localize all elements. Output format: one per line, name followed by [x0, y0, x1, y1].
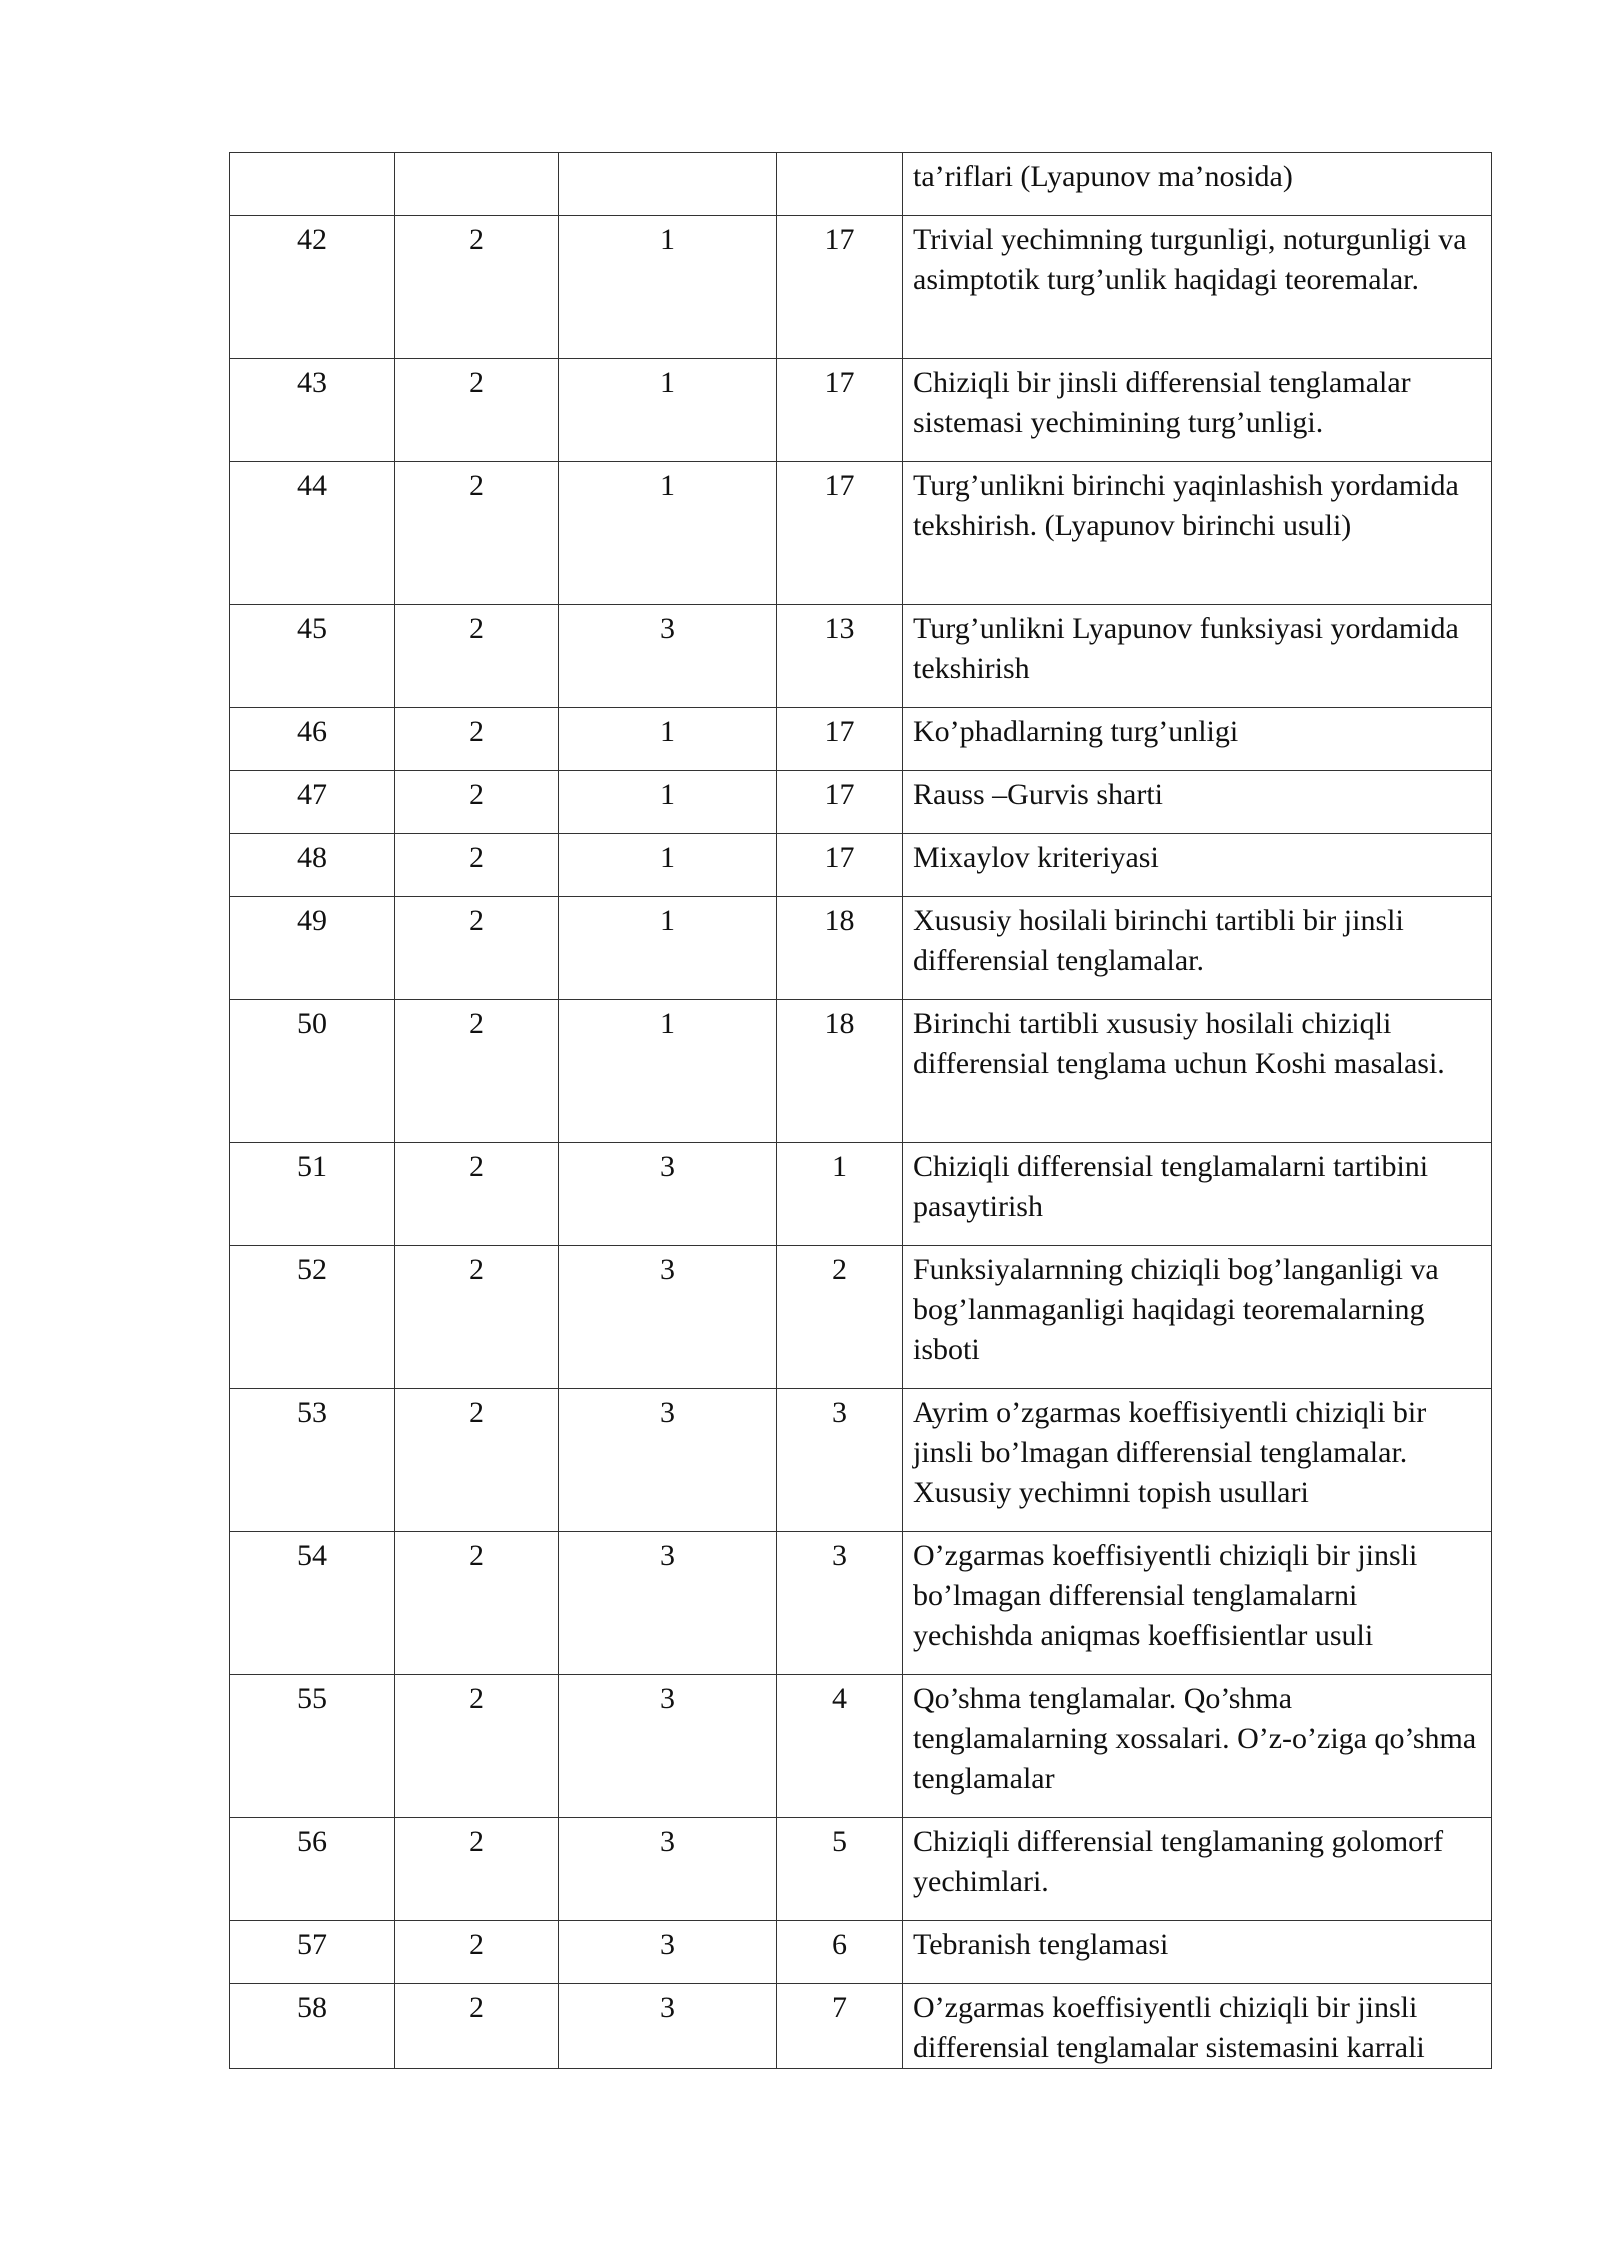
- cell-col-3: 1: [559, 834, 777, 897]
- cell-col-2: 2: [395, 359, 559, 462]
- cell-col-4: 13: [777, 605, 903, 708]
- cell-col-2: 2: [395, 708, 559, 771]
- cell-col-2: 2: [395, 1675, 559, 1818]
- cell-col-3: 3: [559, 605, 777, 708]
- cell-topic: Funksiyalarnning chiziqli bog’langanligi va bog’lanmaganligi haqidagi teoremalarning isboti: [903, 1246, 1492, 1389]
- cell-col-3: 3: [559, 1532, 777, 1675]
- cell-topic: Tebranish tenglamasi: [903, 1921, 1492, 1984]
- cell-col-4: 17: [777, 834, 903, 897]
- cell-col-4: 4: [777, 1675, 903, 1818]
- cell-col-4: 17: [777, 462, 903, 605]
- cell-number: 57: [230, 1921, 395, 1984]
- cell-col-2: 2: [395, 1389, 559, 1532]
- cell-col-2: 2: [395, 771, 559, 834]
- cell-col-4: 1: [777, 1143, 903, 1246]
- cell-col-2: 2: [395, 1532, 559, 1675]
- cell-col-4: 3: [777, 1389, 903, 1532]
- table-row: [230, 1143, 1492, 1246]
- cell-topic: Chiziqli differensial tenglamalarni tartibini pasaytirish: [903, 1143, 1492, 1246]
- table-row: [230, 1246, 1492, 1389]
- table-row: [230, 153, 1492, 216]
- cell-number: 55: [230, 1675, 395, 1818]
- cell-col-3: 3: [559, 1143, 777, 1246]
- cell-col-2: 2: [395, 216, 559, 359]
- table-row: [230, 605, 1492, 708]
- cell-topic: O’zgarmas koeffisiyentli chiziqli bir jinsli differensial tenglamalar sistemasini karrali: [903, 1984, 1492, 2069]
- table-row: [230, 771, 1492, 834]
- cell-topic: Mixaylov kriteriyasi: [903, 834, 1492, 897]
- cell-col-3: 1: [559, 897, 777, 1000]
- cell-number: 43: [230, 359, 395, 462]
- cell-col-3: [559, 153, 777, 216]
- topics-table: [229, 152, 1492, 2069]
- cell-col-2: 2: [395, 462, 559, 605]
- cell-col-3: 3: [559, 1675, 777, 1818]
- cell-col-3: 3: [559, 1389, 777, 1532]
- cell-col-3: 3: [559, 1246, 777, 1389]
- cell-col-4: 5: [777, 1818, 903, 1921]
- cell-col-4: 18: [777, 1000, 903, 1143]
- table-row: [230, 834, 1492, 897]
- cell-col-4: 3: [777, 1532, 903, 1675]
- table-row: [230, 1532, 1492, 1675]
- cell-topic: Trivial yechimning turgunligi, noturgunligi va asimptotik turg’unlik haqidagi teoremalar.: [903, 216, 1492, 359]
- table-body: [230, 153, 1492, 2069]
- cell-topic: Turg’unlikni Lyapunov funksiyasi yordamida tekshirish: [903, 605, 1492, 708]
- cell-col-4: 2: [777, 1246, 903, 1389]
- cell-col-3: 1: [559, 1000, 777, 1143]
- cell-number: 49: [230, 897, 395, 1000]
- cell-col-4: 17: [777, 771, 903, 834]
- cell-col-4: 6: [777, 1921, 903, 1984]
- cell-col-2: 2: [395, 605, 559, 708]
- table-row: [230, 1389, 1492, 1532]
- cell-topic: Ayrim o’zgarmas koeffisiyentli chiziqli bir jinsli bo’lmagan differensial tenglamalar. Xususiy yechimni topish usullari: [903, 1389, 1492, 1532]
- cell-col-2: 2: [395, 1143, 559, 1246]
- cell-topic: Birinchi tartibli xususiy hosilali chiziqli differensial tenglama uchun Koshi masalasi.: [903, 1000, 1492, 1143]
- cell-topic: Rauss –Gurvis sharti: [903, 771, 1492, 834]
- cell-col-3: 1: [559, 359, 777, 462]
- cell-number: 42: [230, 216, 395, 359]
- cell-col-2: 2: [395, 1984, 559, 2069]
- cell-col-2: 2: [395, 1000, 559, 1143]
- cell-topic: Turg’unlikni birinchi yaqinlashish yordamida tekshirish. (Lyapunov birinchi usuli): [903, 462, 1492, 605]
- table-row: [230, 1818, 1492, 1921]
- table-row: [230, 1984, 1492, 2069]
- cell-col-3: 1: [559, 462, 777, 605]
- table-row: [230, 462, 1492, 605]
- table-row: [230, 1675, 1492, 1818]
- cell-col-3: 3: [559, 1921, 777, 1984]
- cell-topic: Qo’shma tenglamalar. Qo’shma tenglamalarning xossalari. O’z-o’ziga qo’shma tenglamalar: [903, 1675, 1492, 1818]
- table-row: [230, 708, 1492, 771]
- cell-number: 50: [230, 1000, 395, 1143]
- table-row: [230, 1000, 1492, 1143]
- cell-col-2: 2: [395, 1921, 559, 1984]
- cell-number: 56: [230, 1818, 395, 1921]
- cell-col-3: 1: [559, 216, 777, 359]
- cell-number: 52: [230, 1246, 395, 1389]
- cell-col-3: 3: [559, 1984, 777, 2069]
- cell-col-4: 17: [777, 708, 903, 771]
- cell-col-3: 1: [559, 708, 777, 771]
- cell-topic: Chiziqli differensial tenglamaning golomorf yechimlari.: [903, 1818, 1492, 1921]
- cell-col-2: 2: [395, 1818, 559, 1921]
- cell-number: 58: [230, 1984, 395, 2069]
- cell-col-2: 2: [395, 897, 559, 1000]
- cell-col-3: 1: [559, 771, 777, 834]
- cell-number: 45: [230, 605, 395, 708]
- cell-col-2: 2: [395, 834, 559, 897]
- cell-number: 47: [230, 771, 395, 834]
- cell-number: 54: [230, 1532, 395, 1675]
- cell-number: 48: [230, 834, 395, 897]
- cell-col-3: 3: [559, 1818, 777, 1921]
- cell-topic: ta’riflari (Lyapunov ma’nosida): [903, 153, 1492, 216]
- cell-topic: O’zgarmas koeffisiyentli chiziqli bir jinsli bo’lmagan differensial tenglamalarni yechishda aniqmas koeffisientlar usuli: [903, 1532, 1492, 1675]
- cell-number: [230, 153, 395, 216]
- cell-col-2: [395, 153, 559, 216]
- cell-topic: Xususiy hosilali birinchi tartibli bir jinsli differensial tenglamalar.: [903, 897, 1492, 1000]
- cell-col-4: 18: [777, 897, 903, 1000]
- cell-col-4: [777, 153, 903, 216]
- cell-col-4: 7: [777, 1984, 903, 2069]
- table-row: [230, 359, 1492, 462]
- cell-number: 44: [230, 462, 395, 605]
- cell-col-4: 17: [777, 359, 903, 462]
- cell-topic: Chiziqli bir jinsli differensial tenglamalar sistemasi yechimining turg’unligi.: [903, 359, 1492, 462]
- cell-number: 46: [230, 708, 395, 771]
- table-row: [230, 1921, 1492, 1984]
- table-row: [230, 216, 1492, 359]
- cell-number: 51: [230, 1143, 395, 1246]
- table-row: [230, 897, 1492, 1000]
- cell-col-2: 2: [395, 1246, 559, 1389]
- cell-topic: Ko’phadlarning turg’unligi: [903, 708, 1492, 771]
- cell-col-4: 17: [777, 216, 903, 359]
- cell-number: 53: [230, 1389, 395, 1532]
